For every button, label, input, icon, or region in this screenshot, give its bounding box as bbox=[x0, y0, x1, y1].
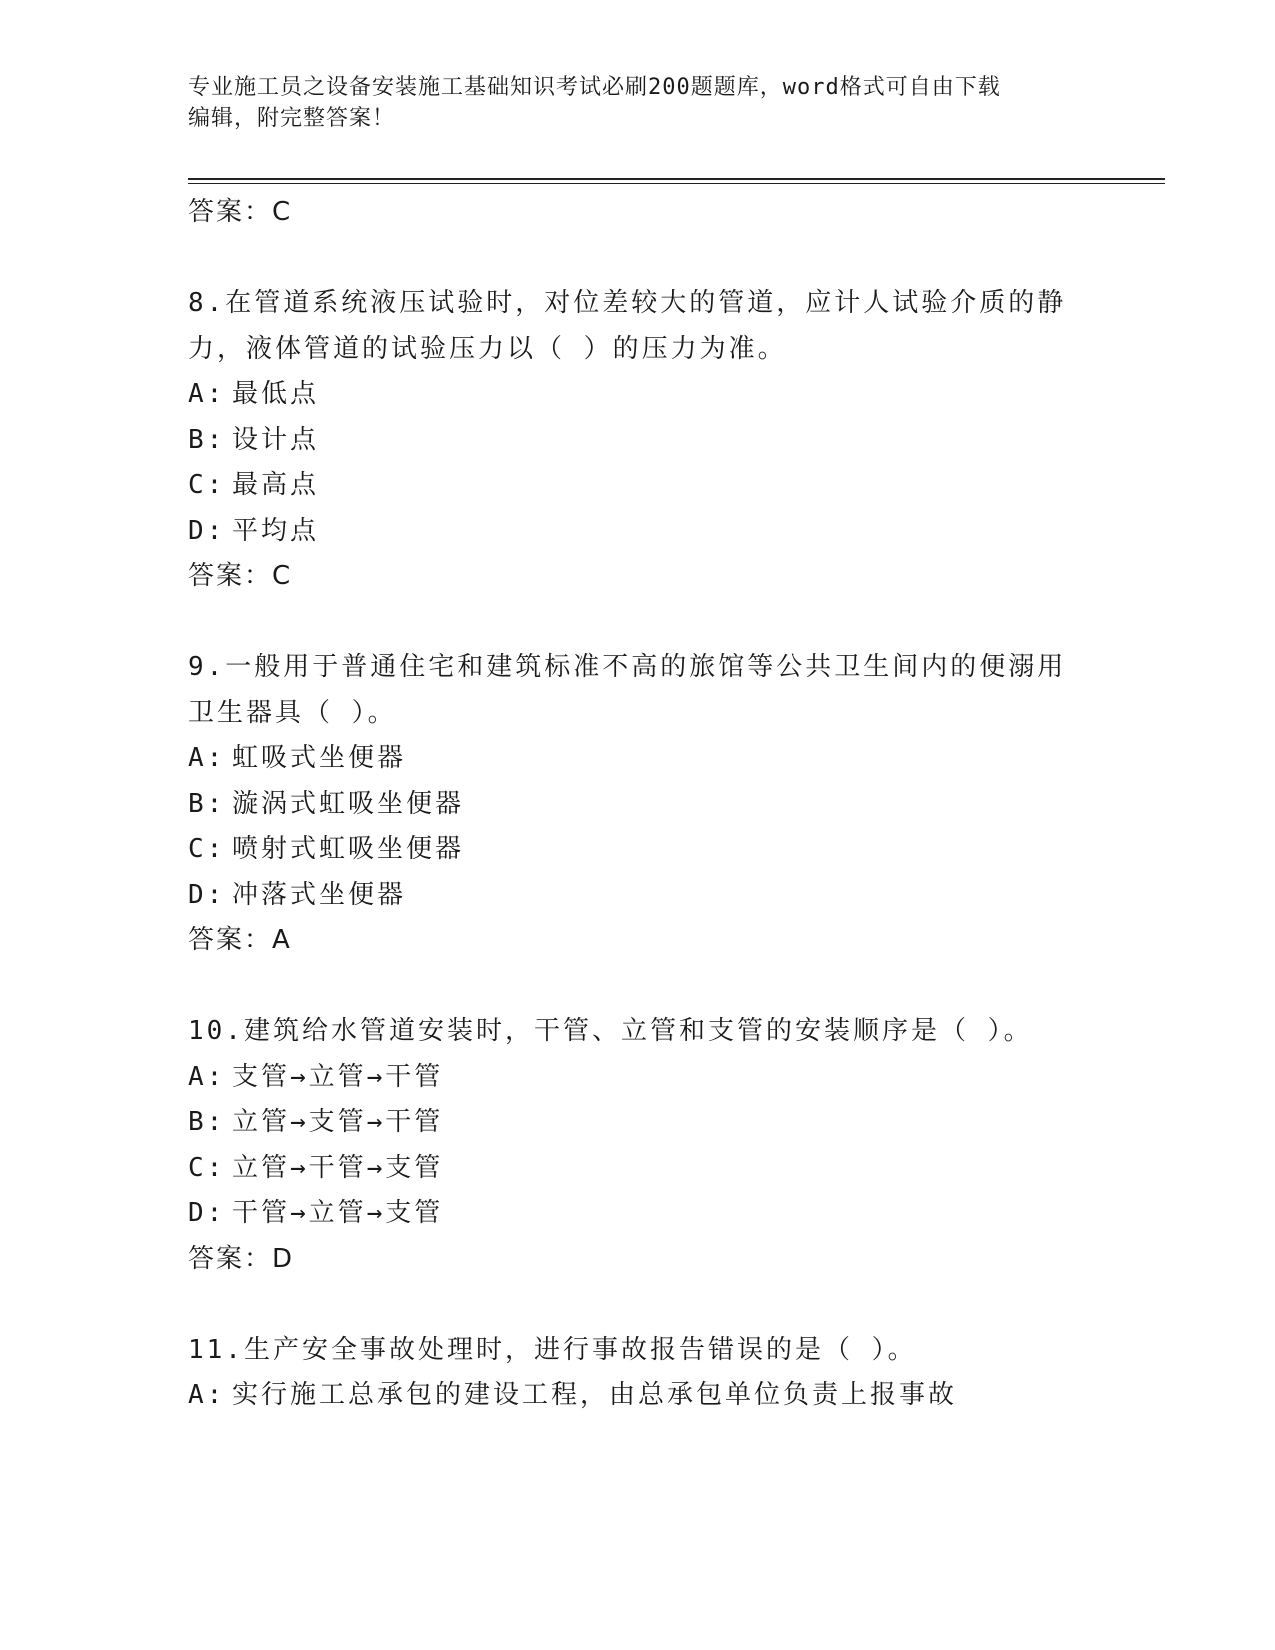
option-text: 立管→支管→干管 bbox=[232, 1107, 444, 1137]
question-11 bbox=[188, 1328, 1088, 1419]
option-text: 最高点 bbox=[232, 470, 320, 500]
option-text: 设计点 bbox=[232, 424, 320, 455]
question-stem-line: 8.在管道系统液压试验时，对位差较大的管道，应计人试验介质的静 bbox=[188, 288, 1067, 318]
header-rule-thin bbox=[188, 183, 1165, 184]
option-label: D: bbox=[188, 879, 226, 910]
option-text: 平均点 bbox=[232, 515, 320, 546]
document-header bbox=[188, 72, 1068, 134]
option-a bbox=[188, 372, 1088, 418]
option-text: 漩涡式虹吸坐便器 bbox=[232, 788, 465, 819]
question-stem-line: 力，液体管道的试验压力以（ ）的压力为准。 bbox=[188, 333, 787, 364]
option-b bbox=[188, 1100, 1088, 1146]
previous-answer: 答案：C bbox=[188, 197, 293, 227]
option-text: 虹吸式坐便器 bbox=[232, 743, 407, 773]
option-label: C: bbox=[188, 1152, 226, 1183]
option-b bbox=[188, 782, 1088, 828]
option-d bbox=[188, 509, 1088, 555]
option-d bbox=[188, 873, 1088, 919]
option-a bbox=[188, 1055, 1088, 1101]
option-label: B: bbox=[188, 1107, 226, 1137]
option-label: A: bbox=[188, 1061, 226, 1092]
option-text: 喷射式虹吸坐便器 bbox=[232, 834, 465, 864]
option-d bbox=[188, 1191, 1088, 1237]
option-label: C: bbox=[188, 470, 226, 500]
option-label: B: bbox=[188, 424, 226, 455]
question-10 bbox=[188, 1009, 1088, 1282]
answer: 答案：D bbox=[188, 1243, 295, 1274]
option-c bbox=[188, 827, 1088, 873]
option-label: A: bbox=[188, 743, 226, 773]
answer: 答案：A bbox=[188, 925, 292, 955]
option-text: 实行施工总承包的建设工程，由总承包单位负责上报事故 bbox=[232, 1380, 958, 1410]
question-stem-line: 卫生器具（ ）。 bbox=[188, 697, 397, 728]
header-line-2: 编辑，附完整答案！ bbox=[188, 106, 396, 131]
header-line-1: 专业施工员之设备安装施工基础知识考试必刷200题题库，word格式可自由下载 bbox=[188, 75, 1001, 100]
option-a bbox=[188, 1373, 1088, 1419]
spacer bbox=[188, 600, 1088, 646]
option-c bbox=[188, 463, 1088, 509]
option-label: A: bbox=[188, 379, 226, 409]
question-list bbox=[188, 190, 1088, 1419]
option-text: 干管→立管→支管 bbox=[232, 1198, 444, 1228]
option-label: D: bbox=[188, 515, 226, 546]
question-stem-line: 11.生产安全事故处理时，进行事故报告错误的是（ ）。 bbox=[188, 1334, 917, 1365]
question-9 bbox=[188, 645, 1088, 964]
option-text: 立管→干管→支管 bbox=[232, 1152, 444, 1183]
option-label: C: bbox=[188, 834, 226, 864]
option-text: 冲落式坐便器 bbox=[232, 879, 407, 910]
spacer bbox=[188, 236, 1088, 282]
answer: 答案：C bbox=[188, 561, 293, 591]
question-stem-line: 10.建筑给水管道安装时，干管、立管和支管的安装顺序是（ ）。 bbox=[188, 1016, 1033, 1046]
option-label: D: bbox=[188, 1198, 226, 1228]
header-rule-thick bbox=[188, 178, 1165, 180]
option-text: 支管→立管→干管 bbox=[232, 1061, 444, 1092]
option-b bbox=[188, 418, 1088, 464]
spacer bbox=[188, 964, 1088, 1010]
option-a bbox=[188, 736, 1088, 782]
option-label: B: bbox=[188, 788, 226, 819]
question-stem-line: 9.一般用于普通住宅和建筑标准不高的旅馆等公共卫生间内的便溺用 bbox=[188, 652, 1067, 682]
question-8 bbox=[188, 281, 1088, 600]
option-text: 最低点 bbox=[232, 379, 320, 409]
option-c bbox=[188, 1146, 1088, 1192]
spacer bbox=[188, 1282, 1088, 1328]
option-label: A: bbox=[188, 1380, 226, 1410]
